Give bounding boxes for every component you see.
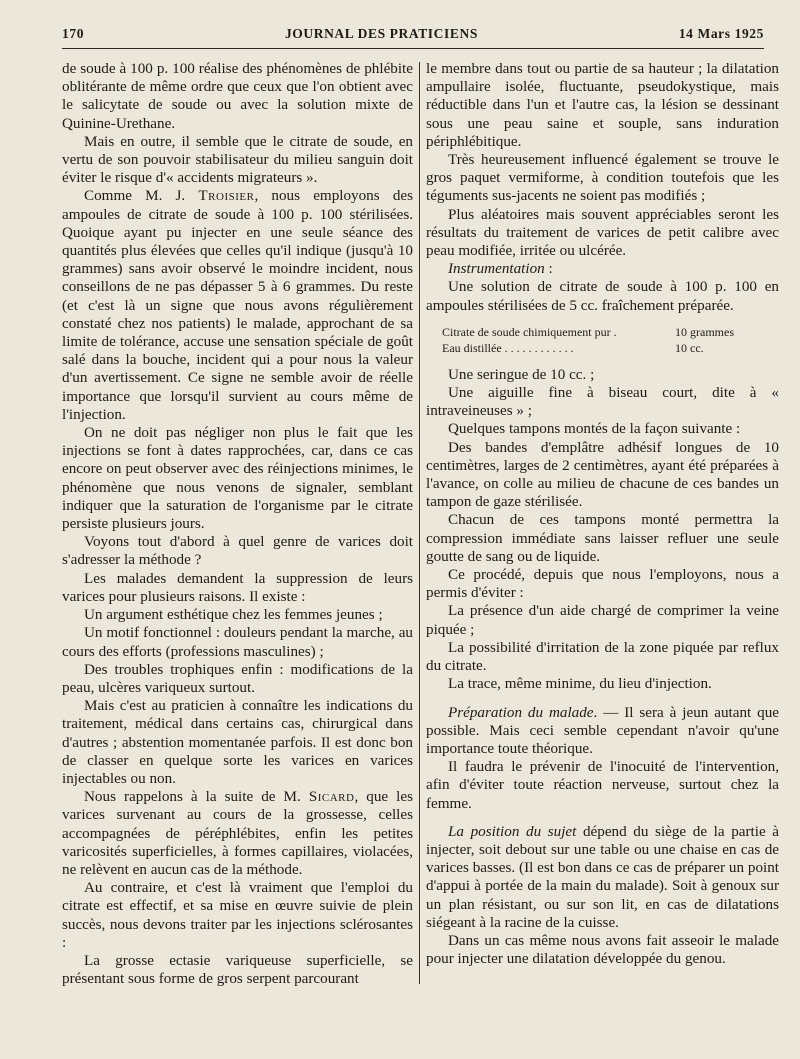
paragraph: Mais en outre, il semble que le citrate de soude, en vertu de son pouvoir stabilisateur du milieu sanguin doit éviter le risque d'« accidents migrateurs ».	[62, 132, 413, 187]
paragraph: le membre dans tout ou partie de sa hauteur ; la dilatation ampullaire isolée, fluctuante, pseudokystique, mais réductible dans l'un et l'autre cas, la lésion se dessinant sous une peau saine et souple, sans induration périphlébitique.	[426, 60, 779, 150]
paragraph: Très heureusement influencé également se trouve le gros paquet vermiforme, à condition toutefois que les téguments sus-jacents ne soient pas modifiés ;	[426, 151, 779, 205]
list-item: La trace, même minime, du lieu d'injection.	[448, 675, 712, 693]
list-item: La possibilité d'irritation de la zone piquée par reflux du citrate.	[426, 638, 779, 675]
formula-quantity: 10 grammes	[675, 324, 734, 339]
list-item: Une aiguille fine à biseau court, dite à « intraveineuses » ;	[426, 384, 779, 420]
paragraph	[62, 788, 413, 879]
text-run: . — Il sera à jeun autant que possible. Mais ceci semble cependant n'avoir qu'une importance toute théorique.	[426, 703, 779, 757]
formula-ingredient: Citrate de soude chimiquement pur .	[442, 324, 617, 339]
author-name: Troisier	[198, 187, 255, 205]
list-item: La présence d'un aide chargé de comprimer la veine piquée ;	[426, 602, 779, 638]
list-item: Un argument esthétique chez les femmes jeunes ;	[84, 606, 383, 624]
list-item: Un motif fonctionnel : douleurs pendant la marche, au cours des efforts (professions masculines) ;	[62, 624, 413, 660]
paragraph: Mais c'est au praticien à connaître les indications du traitement, médical dans certains cas, chirurgical dans d'autres ; abstention momentanée parfois. Il est donc bon de classer en quelque sorte les varices en varices injectables ou non.	[62, 697, 413, 787]
page-header	[62, 26, 764, 50]
list-item: Des troubles trophiques enfin : modifications de la peau, ulcères variqueux surtout.	[62, 660, 413, 696]
page-number: 170	[62, 26, 85, 41]
paragraph: Voyons tout d'abord à quel genre de varices doit s'adresser la méthode ?	[62, 533, 413, 569]
paragraph	[62, 187, 413, 424]
text-run: Nous rappelons à la suite de M.	[84, 788, 301, 806]
issue-date: 14 Mars 1925	[678, 26, 764, 41]
section-title: Instrumentation	[448, 260, 545, 278]
formula-ingredient: Eau distillée . . . . . . . . . . . .	[442, 340, 574, 355]
list-item: Une seringue de 10 cc. ;	[448, 365, 595, 383]
paragraph: On ne doit pas négliger non plus le fait que les injections se font à dates rapprochées, car, dans ce cas encore on peut observer avec des réinjections minimes, le phénomène que nous venons de signaler, semblant indiquer que la saturation de l'organisme par le citrate persiste plusieurs jours.	[62, 424, 413, 533]
spacer	[426, 694, 779, 704]
right-column	[426, 60, 779, 1050]
paragraph: de soude à 100 p. 100 réalise des phénomènes de phlébite oblitérante de même ordre que ceux que l'on obtient avec le salicytate de soude ou avec la solution mixte de Quinine-Urethane.	[62, 60, 413, 132]
column-divider	[419, 62, 420, 984]
author-name: Sicard	[308, 788, 355, 806]
paragraph: Des bandes d'emplâtre adhésif longues de 10 centimètres, larges de 2 centimètres, ayant été préparées à l'avance, on colle au milieu de chacune de ces bandes un tampon de gaze stérilisée.	[426, 438, 779, 511]
text-run: Comme M. J.	[84, 187, 186, 205]
paragraph: Les malades demandent la suppression de leurs varices pour plusieurs raisons. Il existe :	[62, 569, 413, 605]
header-rule	[62, 48, 764, 49]
paragraph: Dans un cas même nous avons fait asseoir le malade pour injecter une dilatation développée du genou.	[426, 931, 779, 968]
spacer	[426, 813, 779, 823]
formula-block	[442, 324, 779, 356]
paragraph: Ce procédé, depuis que nous l'employons, nous a permis d'éviter :	[426, 566, 779, 602]
text-run: dépend du siège de la partie à injecter, soit debout sur une table ou une chaise en cas de varices basses. (Il est bon dans ce cas de préparer un point d'appui à portée de la main du malade). Soit à genoux sur un plan résistant, ou sur son lit, en cas de dilatations siégeant à la racine de la cuisse.	[426, 822, 779, 931]
text-run: :	[544, 260, 553, 278]
journal-title: JOURNAL DES PRATICIENS	[284, 26, 478, 41]
paragraph: Au contraire, et c'est là vraiment que l'emploi du citrate est effectif, et sa mise en œuvre suivie de plein succès, nous devons traiter par les injections sclérosantes :	[62, 879, 413, 951]
left-column	[62, 60, 413, 1050]
text-run: , que les varices survenant au cours de la grossesse, celles accompagnées de péréphlébites, enfin les petites varicosités superficielles, à formes capillaires, violacées, ne relèvent en aucun cas de la méthode.	[62, 788, 413, 878]
section-title: La position du sujet	[448, 822, 577, 840]
list-item: Quelques tampons montés de la façon suivante :	[448, 420, 741, 438]
paragraph: Chacun de ces tampons monté permettra la compression immédiate sans laisser refluer une seule goutte de sang ou de liquide.	[426, 511, 779, 565]
paragraph: Plus aléatoires mais souvent appréciables seront les résultats du traitement de varices de petit calibre avec peau modifiée, irritée ou ulcérée.	[426, 205, 779, 260]
formula-row	[442, 340, 779, 356]
formula-row	[442, 324, 779, 340]
text-run: , nous employons des ampoules de citrate de soude à 100 p. 100 stérilisées. Quoique ayant pu injecter en une seule séance des quantités plus élevées que celles qu'il indique (jusqu'à 10 grammes) sans avoir observé le moindre incident, nous conseillons de ne pas dépasser 5 à 6 grammes. Du reste (et c'est là un signe que nous avons régulièrement constaté chez nos patients) le malade, approchant de sa limite de tolérance, accuse une sensation spéciale de goût salé dans la bouche, incident qui a pour nous la valeur d'un avertissement. Ce signe ne semble avoir de réelle importance que lorsqu'il survient au cours même de l'injection.	[62, 187, 413, 423]
paragraph: Il faudra le prévenir de l'inocuité de l'intervention, afin d'éviter toute réaction nerveuse, surtout chez la femme.	[426, 758, 779, 812]
paragraph	[426, 704, 779, 759]
formula-quantity: 10 cc.	[675, 340, 704, 355]
section-title: Préparation du malade	[448, 703, 594, 721]
paragraph: Une solution de citrate de soude à 100 p. 100 en ampoules stérilisées de 5 cc. fraîchement préparée.	[426, 278, 779, 314]
paragraph: La grosse ectasie variqueuse superficielle, se présentant sous forme de gros serpent parcourant	[62, 951, 413, 988]
section-heading	[426, 260, 779, 278]
paragraph	[426, 823, 779, 932]
